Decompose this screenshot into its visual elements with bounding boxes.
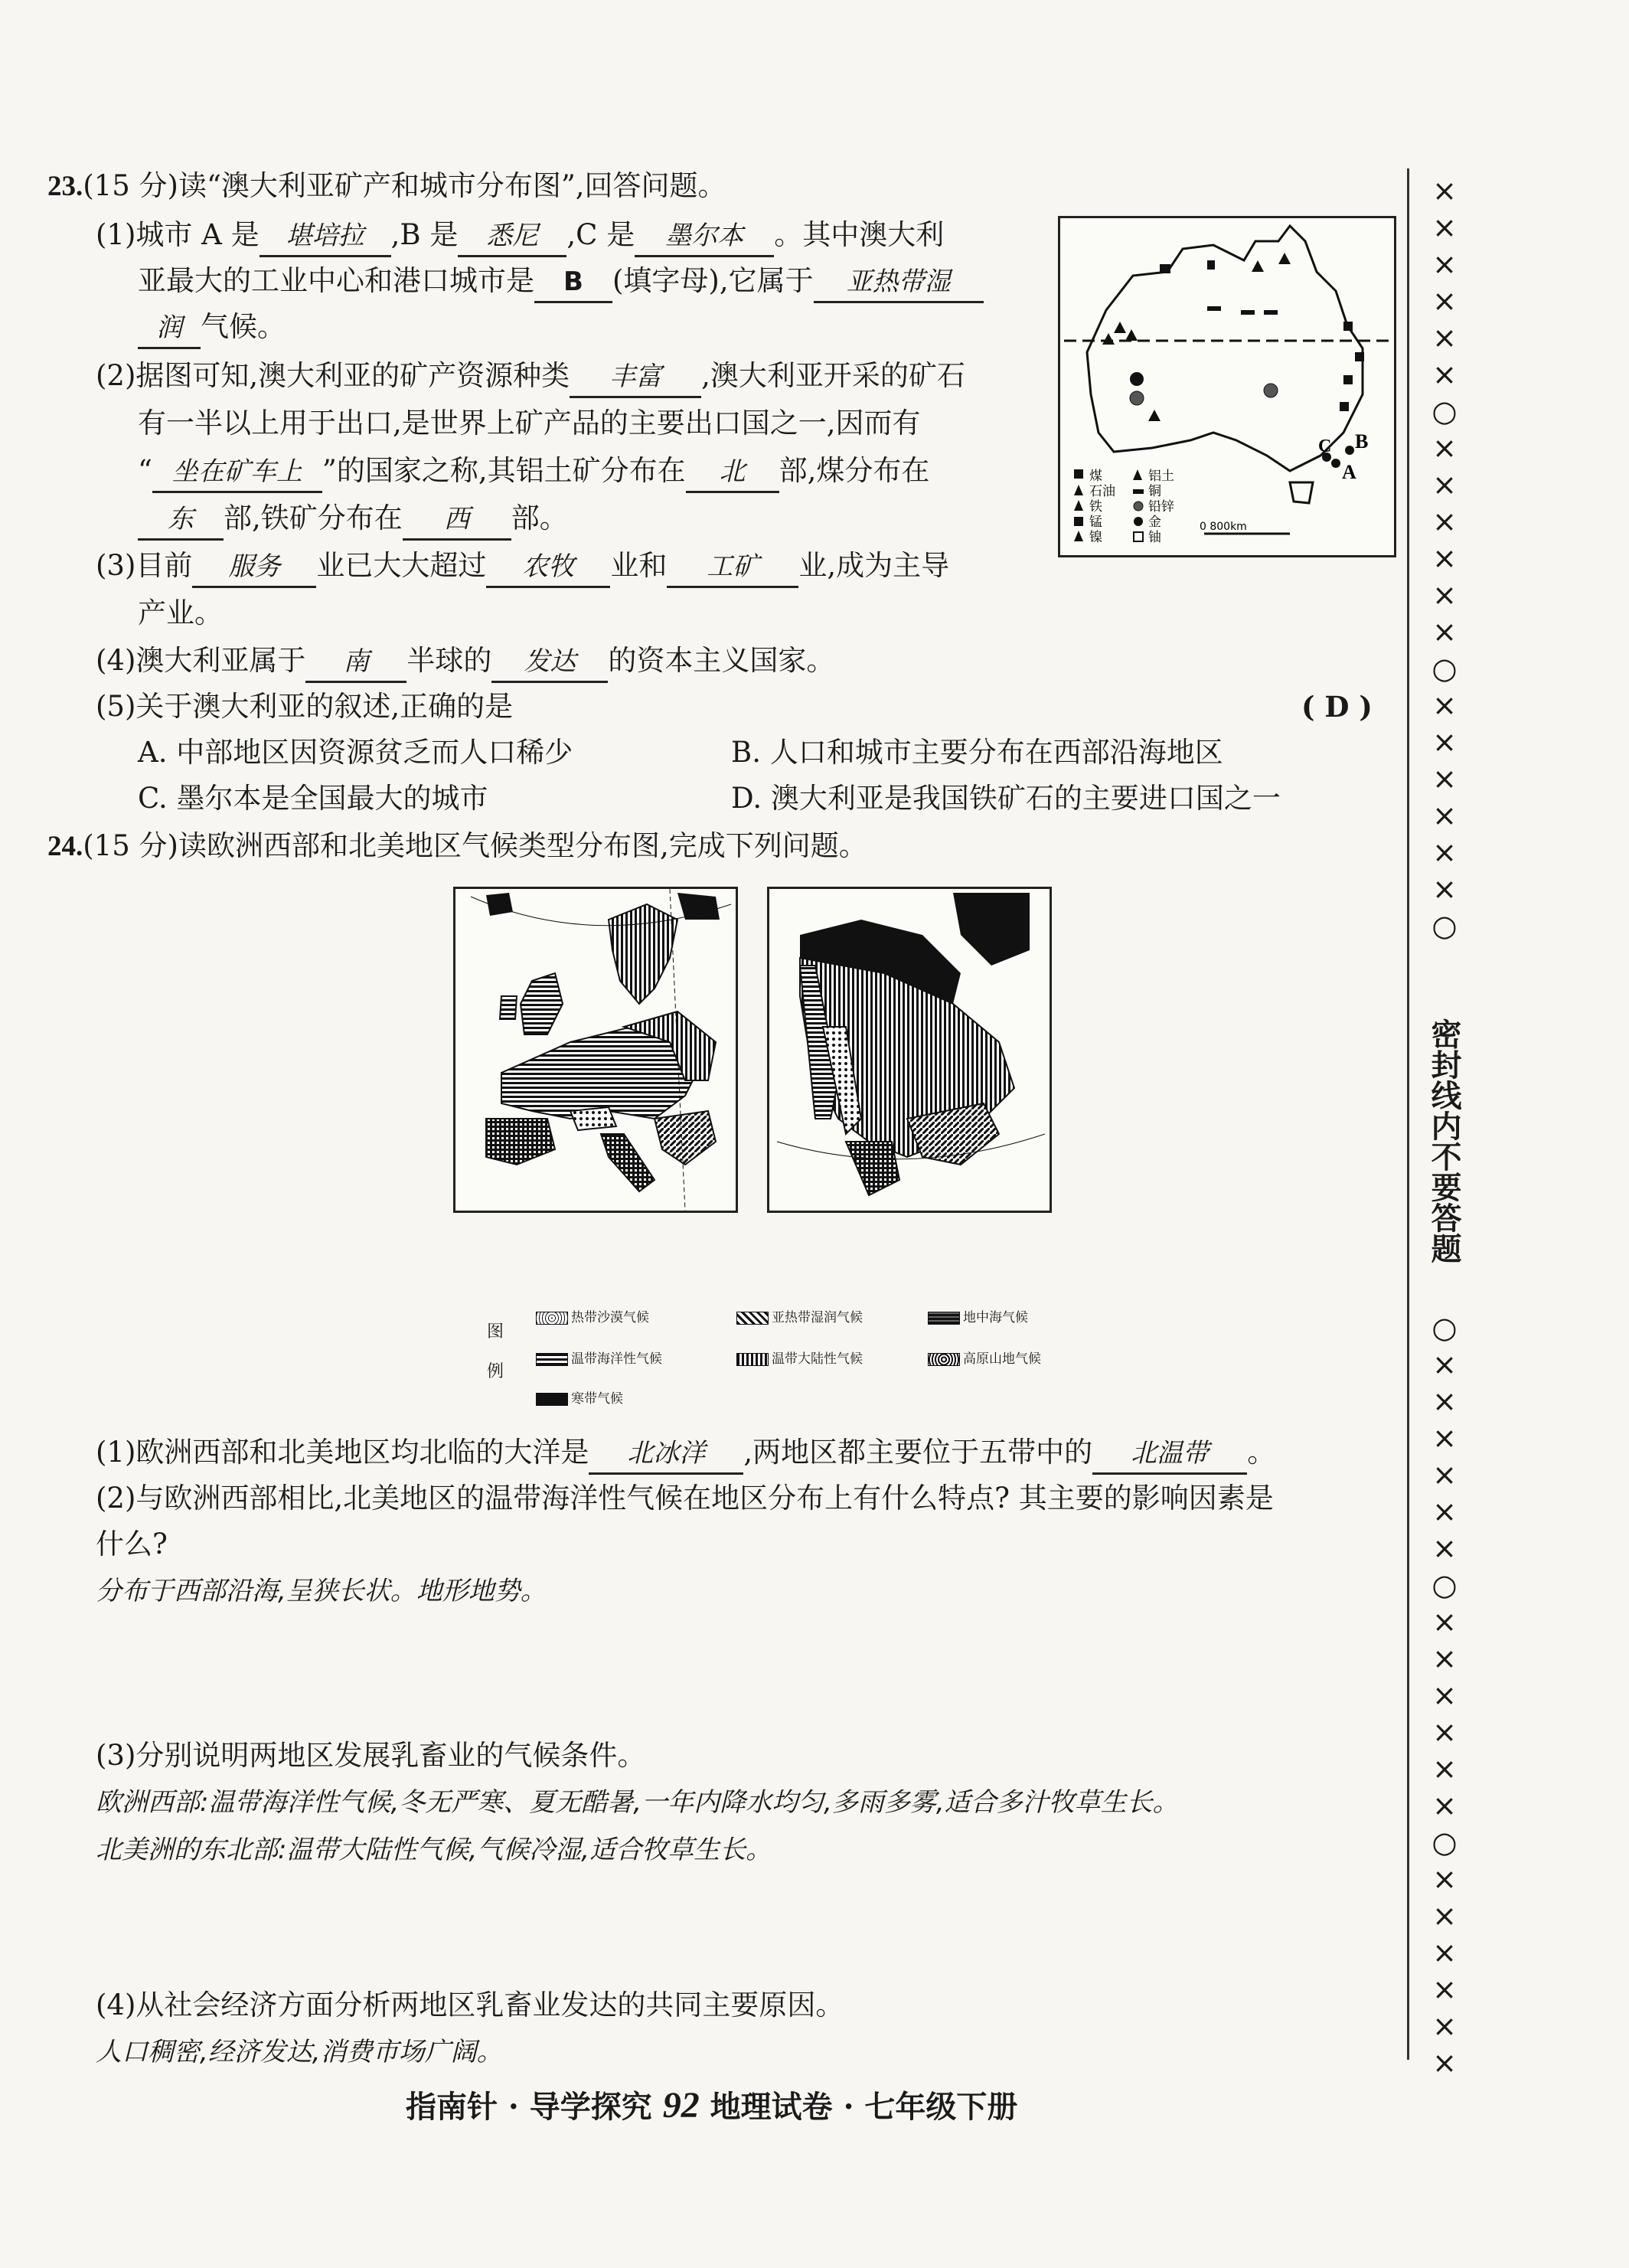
bauxite-symbol [1252, 260, 1264, 272]
q23-p1-line3 [138, 308, 286, 349]
legend-item: 锰 [1089, 515, 1102, 530]
text: 部,煤分布在 [779, 454, 930, 487]
option-a[interactable]: A. 中部地区因资源贫乏而人口稀少 [138, 736, 573, 769]
legend-coal-swatch [1074, 469, 1083, 479]
legend-temperate-continental [736, 1348, 863, 1367]
bauxite-symbol [1278, 253, 1291, 264]
text: 部。 [511, 502, 568, 534]
text: 业,成为主导 [798, 549, 950, 582]
legend-label: 寒带气候 [571, 1391, 623, 1407]
text: (1)城市 A 是 [96, 218, 260, 251]
europe-map [453, 887, 738, 1213]
text: (3)目前 [96, 549, 193, 582]
north-america-map [767, 887, 1052, 1213]
label-b: B [1355, 430, 1369, 453]
footer-subject: 地理试卷 · 七年级下册 [710, 2089, 1018, 2125]
seal-marks-text: ××××××○××××××○××××××○ [1431, 174, 1458, 943]
lead-zinc-symbol [1130, 391, 1144, 405]
legend-polar [536, 1387, 623, 1407]
ireland [500, 996, 517, 1019]
text: 气候。 [201, 310, 286, 343]
legend-item: 铁 [1089, 499, 1102, 515]
answer-blank[interactable]: 北温带 [1092, 1434, 1247, 1475]
text: 业和 [610, 549, 668, 582]
legend-swatch [736, 1353, 769, 1366]
copper-symbol [1241, 310, 1255, 315]
q23-p2-line1 [96, 357, 965, 398]
q23-p2-line2: 有一半以上用于出口,是世界上矿产品的主要出口国之一,因而有 [138, 407, 921, 440]
q23-p4-line [96, 642, 834, 683]
answer-blank[interactable]: 东 [138, 500, 224, 541]
q23-p3-line1 [96, 547, 949, 588]
text: ”的国家之称,其铝土矿分布在 [322, 454, 686, 487]
legend-item: 铝土 [1148, 469, 1174, 484]
iberia [486, 1119, 555, 1165]
seal-line [1407, 168, 1409, 2060]
text: ,B 是 [390, 218, 459, 251]
legend-item: 石油 [1089, 484, 1115, 499]
australia-map [1058, 216, 1396, 557]
text: 亚最大的工业中心和港口城市是 [138, 264, 534, 297]
seal-warning: 密封线内不要答题 [1426, 1018, 1462, 1263]
legend-swatch [536, 1393, 568, 1406]
british-isles [521, 973, 563, 1034]
legend-item: 金 [1148, 515, 1161, 530]
text: (1)欧洲西部和北美地区均北临的大洋是 [96, 1436, 589, 1469]
legend-title-2: 例 [487, 1362, 504, 1381]
q23-p5-answer[interactable]: ( D ) [1301, 690, 1373, 724]
text: 。其中澳大利 [774, 218, 945, 251]
north-america-map-svg [769, 889, 1050, 1211]
text: 部,铁矿分布在 [224, 502, 403, 534]
legend-iron-swatch [1074, 500, 1083, 511]
legend-bauxite-swatch [1133, 469, 1142, 480]
text: ,C 是 [566, 218, 635, 251]
text: (4)澳大利亚属于 [96, 644, 306, 677]
legend-temperate-marine [536, 1348, 662, 1367]
q23-p2-line4 [138, 499, 568, 541]
answer-blank[interactable]: 悉尼 [458, 217, 566, 257]
q24-p2-line2: 什么? [96, 1528, 168, 1560]
legend-label: 热带沙漠气候 [571, 1310, 649, 1325]
page-number: 92 [662, 2085, 700, 2126]
q23-intro: (15 分)读“澳大利亚矿产和城市分布图”,回答问题。 [83, 169, 726, 202]
label-a: A [1342, 461, 1356, 483]
alps [570, 1107, 616, 1130]
q24-intro-line [47, 827, 867, 866]
legend-u-swatch [1134, 532, 1143, 541]
legend-item: 铀 [1148, 530, 1161, 545]
greenland [953, 893, 1030, 966]
legend-oil-swatch [1074, 485, 1083, 495]
q23-p5-stem: (5)关于澳大利亚的叙述,正确的是 [96, 690, 514, 723]
legend-pbzn-swatch [1134, 502, 1143, 511]
text: (填字母),它属于 [612, 264, 814, 297]
answer-blank[interactable]: 堪培拉 [260, 217, 391, 257]
scandinavia [609, 904, 677, 1004]
legend-swatch [736, 1312, 769, 1325]
legend-ni-swatch [1074, 531, 1083, 541]
q24-p1-line [96, 1433, 1275, 1475]
q23-p1-line2 [138, 262, 984, 303]
coal-symbol [1343, 322, 1353, 331]
legend-item: 铜 [1148, 484, 1161, 499]
q24-p4-stem: (4)从社会经济方面分析两地区乳畜业发达的共同主要原因。 [96, 1989, 844, 2021]
europe-map-svg [455, 889, 736, 1211]
answer-blank[interactable]: 西 [403, 500, 511, 541]
text: ,两地区都主要位于五带中的 [743, 1436, 1093, 1469]
q23-number: 23. [47, 171, 83, 202]
legend-swatch [928, 1353, 960, 1366]
answer-blank[interactable]: 发达 [491, 642, 608, 683]
balkans [655, 1111, 716, 1165]
copper-symbol [1264, 310, 1278, 315]
q24-number: 24. [47, 831, 83, 862]
australia-outline [1087, 226, 1363, 471]
legend-tropical-desert [536, 1306, 649, 1325]
legend-copper-swatch [1133, 489, 1144, 494]
legend-mn-swatch [1074, 517, 1083, 526]
iron-symbol [1114, 322, 1126, 333]
legend-item: 煤 [1089, 469, 1102, 484]
q23-p3-line2: 产业。 [138, 596, 223, 629]
answer-blank[interactable]: 服务 [192, 547, 316, 588]
legend-gold-swatch [1134, 517, 1143, 526]
legend-label: 亚热带湿润气候 [772, 1310, 863, 1325]
tasmania-outline [1290, 482, 1313, 503]
iron-symbol [1125, 329, 1138, 341]
legend-label: 温带海洋性气候 [571, 1351, 662, 1367]
q24-p2-answer[interactable]: 分布于西部沿海,呈狭长状。地形地势。 [96, 1576, 547, 1606]
answer-blank[interactable]: 农牧 [486, 547, 610, 588]
legend-mediterranean [928, 1306, 1028, 1325]
q23-p1-line1 [96, 216, 944, 257]
coal-symbol [1343, 375, 1353, 384]
legend-highland [928, 1348, 1041, 1367]
option-d[interactable]: D. 澳大利亚是我国铁矿石的主要进口国之一 [731, 782, 1281, 815]
q24-p2-line1: (2)与欧洲西部相比,北美地区的温带海洋性气候在地区分布上有什么特点? 其主要的影响因素是 [96, 1482, 1274, 1515]
legend-item: 铅锌 [1148, 499, 1174, 515]
q24-p3-stem: (3)分别说明两地区发展乳畜业的气候条件。 [96, 1739, 646, 1772]
legend-swatch [536, 1312, 568, 1325]
option-b[interactable]: B. 人口和城市主要分布在西部沿海地区 [731, 736, 1223, 769]
text: 。 [1247, 1436, 1276, 1469]
italy [601, 1134, 655, 1191]
city-dot-a [1331, 459, 1340, 468]
q23-p2-line3 [138, 452, 929, 493]
legend-item: 镍 [1089, 530, 1102, 545]
answer-blank[interactable]: 润 [138, 309, 201, 349]
coal-symbol [1207, 260, 1215, 270]
seal-marks-bottom [1425, 1309, 1464, 2081]
iron-symbol [1102, 333, 1115, 345]
bauxite-symbol [1148, 410, 1161, 421]
label-c: C [1318, 436, 1332, 456]
answer-blank[interactable]: 北冰洋 [589, 1434, 743, 1475]
legend-label: 高原山地气候 [963, 1351, 1041, 1367]
q24-p3-answer2[interactable]: 北美洲的东北部:温带大陆性气候,气候冷湿,适合牧草生长。 [96, 1835, 772, 1865]
q24-intro: (15 分)读欧洲西部和北美地区气候类型分布图,完成下列问题。 [83, 829, 867, 862]
answer-blank[interactable]: B [534, 263, 612, 303]
lead-zinc-symbol [1264, 384, 1278, 397]
answer-blank[interactable]: 墨尔本 [635, 217, 774, 257]
scale-label: 0 800km [1200, 521, 1247, 533]
text: “ [138, 454, 152, 487]
legend-title-1: 图 [487, 1322, 504, 1342]
arctic-region [677, 893, 720, 920]
copper-symbol [1207, 306, 1221, 311]
text: 的资本主义国家。 [608, 644, 835, 677]
legend-subtropical-humid [736, 1306, 863, 1325]
footer-brand: 指南针 · 导学探究 [406, 2089, 652, 2125]
text: 业已大大超过 [316, 549, 487, 582]
coal-symbol [1340, 402, 1349, 411]
coal-symbol [1160, 264, 1170, 273]
q23-intro-line [47, 167, 726, 206]
text: (2)据图可知,澳大利亚的矿产资源种类 [96, 359, 570, 392]
text: 半球的 [406, 644, 492, 677]
answer-blank[interactable]: 亚热带湿 [814, 263, 984, 303]
legend-swatch [536, 1353, 568, 1366]
seal-marks-top [1425, 172, 1464, 944]
page-footer [406, 2083, 1017, 2126]
australia-map-svg [1060, 218, 1394, 555]
map-legend [1074, 469, 1290, 545]
mexico [846, 1142, 899, 1195]
answer-blank[interactable]: 丰富 [570, 358, 701, 398]
seal-marks-text: ○××××××○××××××○×××××× [1431, 1311, 1458, 2080]
city-dot-b [1345, 446, 1354, 455]
q24-p3-answer1[interactable]: 欧洲西部:温带海洋性气候,冬无严寒、夏无酷暑,一年内降水均匀,多雨多雾,适合多汁牧草生长。 [96, 1787, 1179, 1818]
option-c[interactable]: C. 墨尔本是全国最大的城市 [138, 782, 488, 815]
answer-blank[interactable]: 工矿 [667, 547, 798, 588]
answer-blank[interactable]: 南 [305, 642, 406, 683]
legend-swatch [928, 1312, 960, 1325]
q24-p4-answer[interactable]: 人口稠密,经济发达,消费市场广阔。 [96, 2037, 503, 2067]
coal-symbol [1355, 352, 1364, 361]
legend-label: 地中海气候 [963, 1310, 1028, 1325]
gold-symbol [1130, 372, 1144, 386]
answer-blank[interactable]: 北 [686, 453, 779, 493]
text: ,澳大利亚开采的矿石 [701, 359, 965, 392]
legend-label: 温带大陆性气候 [772, 1351, 863, 1367]
answer-blank[interactable]: 坐在矿车上 [152, 453, 322, 493]
